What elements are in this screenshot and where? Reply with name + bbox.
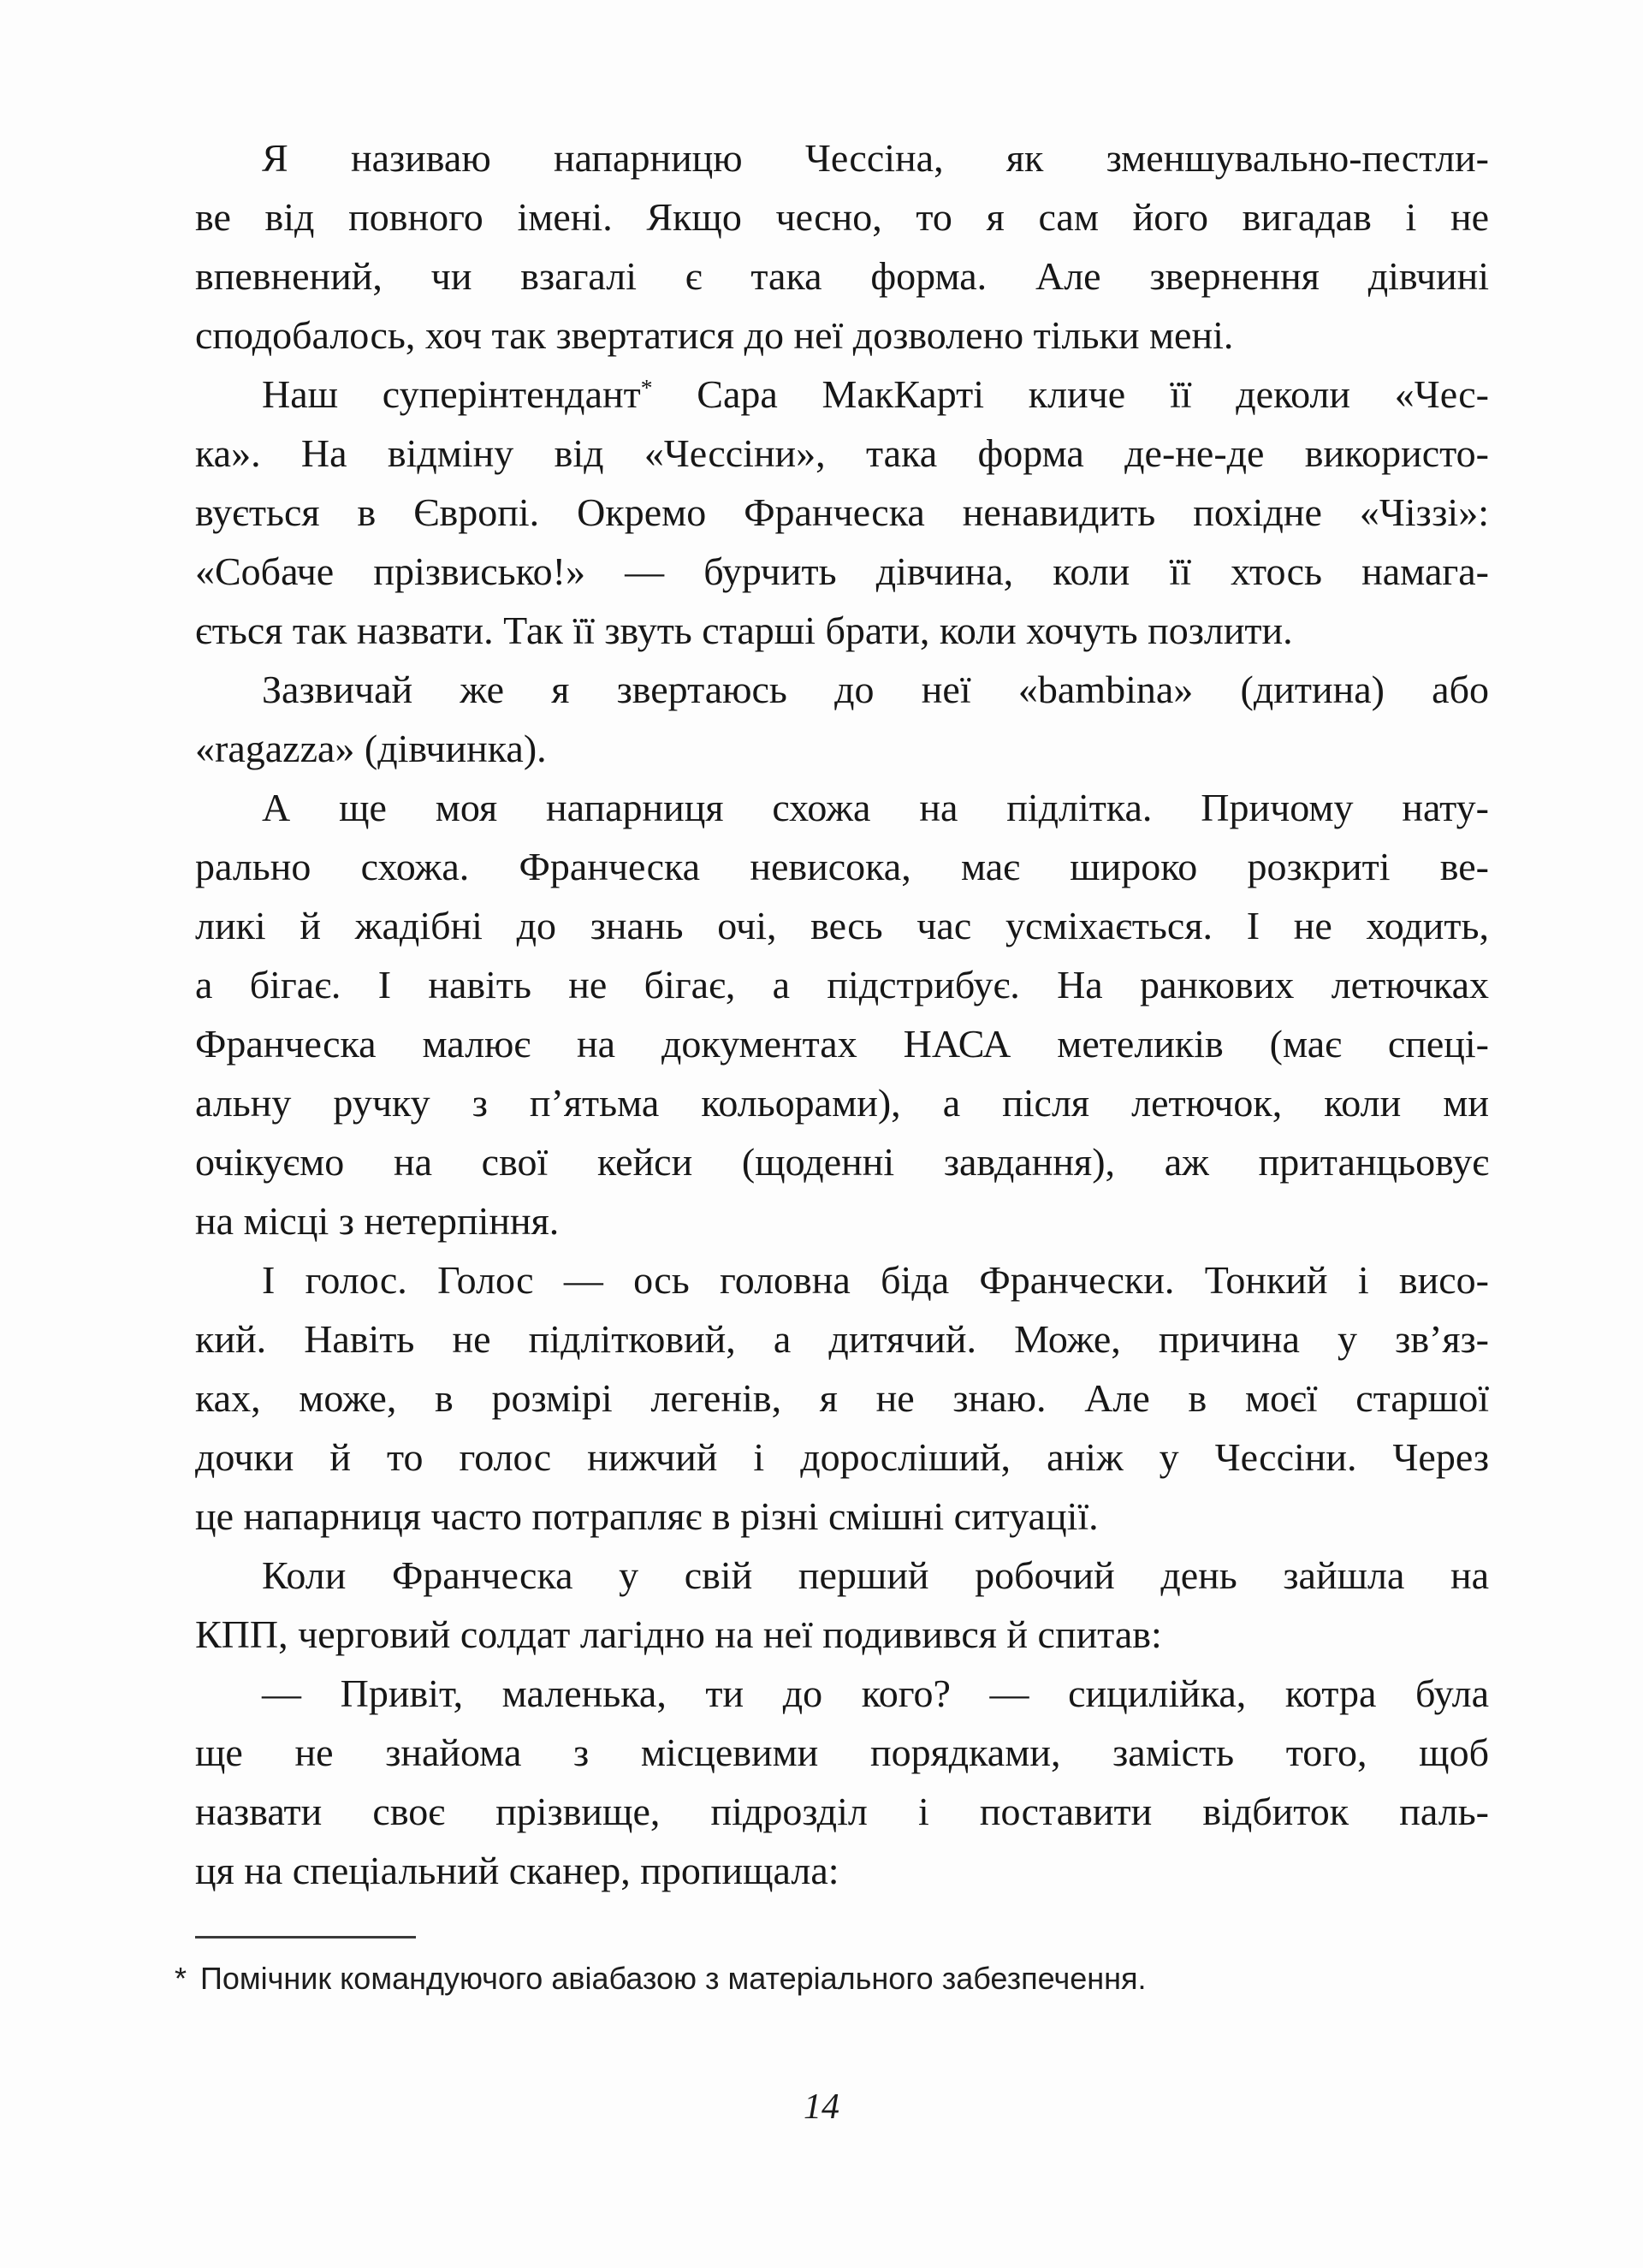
text-line: Коли Франческа у свій перший робочий день зайшла на	[262, 1553, 1489, 1597]
text-line: ве від повного імені. Якщо чесно, то я сам його вигадав і не	[195, 195, 1489, 239]
text-line: КПП, черговий солдат лагідно на неї подивився й спитав:	[195, 1612, 1162, 1656]
footnote-text: Помічник командуючого авіабазою з матеріального забезпечення.	[200, 1961, 1147, 1996]
text-line: ця на спеціальний сканер, пропищала:	[195, 1849, 839, 1892]
text-line: вується в Європі. Окремо Франческа ненавидить похідне «Чіззі»:	[195, 490, 1489, 534]
text-line: ще не знайома з місцевими порядками, замість того, щоб	[195, 1731, 1489, 1774]
text-line: назвати своє прізвище, підрозділ і поставити відбиток паль-	[195, 1790, 1489, 1833]
text-line: рально схожа. Франческа невисока, має широко розкриті ве-	[195, 845, 1489, 888]
text-line: кий. Навіть не підлітковий, а дитячий. Може, причина у зв’яз-	[195, 1317, 1489, 1361]
text-line: дочки й то голос нижчий і доросліший, аніж у Чессіни. Через	[195, 1435, 1489, 1479]
text-line: ках, може, в розмірі легенів, я не знаю. Але в моєї старшої	[195, 1376, 1489, 1420]
text-line: а бігає. І навіть не бігає, а підстрибує. На ранкових летючках	[195, 963, 1489, 1006]
text-line: ється так назвати. Так її звуть старші брати, коли хочуть позлити.	[195, 609, 1293, 652]
text-line: це напарниця часто потрапляє в різні смішні ситуації.	[195, 1494, 1099, 1538]
footnote-separator	[195, 1936, 416, 1938]
text-line: А ще моя напарниця схожа на підлітка. Причому нату-	[262, 786, 1489, 829]
text-line: І голос. Голос — ось головна біда Франчески. Тонкий і висо-	[262, 1258, 1489, 1302]
text-line: «Собаче прізвисько!» — бурчить дівчина, коли її хтось намага-	[195, 549, 1489, 593]
text-line: Франческа малює на документах НАСА метеликів (має спеці-	[195, 1022, 1489, 1066]
page-number: 14	[804, 2087, 839, 2127]
text-line: сподобалось, хоч так звертатися до неї дозволено тільки мені.	[195, 313, 1234, 357]
text-line: впевнений, чи взагалі є така форма. Але звернення дівчині	[195, 254, 1489, 298]
text-line: ликі й жадібні до знань очі, весь час усміхається. І не ходить,	[195, 904, 1489, 947]
text-line: Я називаю напарницю Чессіна, як зменшувально-пестли-	[262, 136, 1489, 180]
text-line: Зазвичай же я звертаюсь до неї «bambina» (дитина) або	[262, 668, 1489, 711]
text-line: альну ручку з п’ятьма кольорами), а після летючок, коли ми	[195, 1081, 1489, 1125]
footnote-marker: *	[175, 1961, 187, 1996]
footnote	[175, 1958, 1458, 1999]
body-text	[195, 128, 1489, 1900]
text-line: «ragazza» (дівчинка).	[195, 727, 547, 770]
text-line: на місці з нетерпіння.	[195, 1199, 560, 1243]
text-line: Наш суперінтендант* Сара МакКарті кличе її деколи «Чес-	[262, 372, 1489, 416]
footnote-reference-asterisk: *	[640, 374, 653, 401]
text-line: очікуємо на свої кейси (щоденні завдання), аж пританцьовує	[195, 1140, 1489, 1184]
text-line: ка». На відміну від «Чессіни», така форма де-не-де використо-	[195, 431, 1489, 475]
text-line: — Привіт, маленька, ти до кого? — сицилійка, котра була	[262, 1671, 1489, 1715]
